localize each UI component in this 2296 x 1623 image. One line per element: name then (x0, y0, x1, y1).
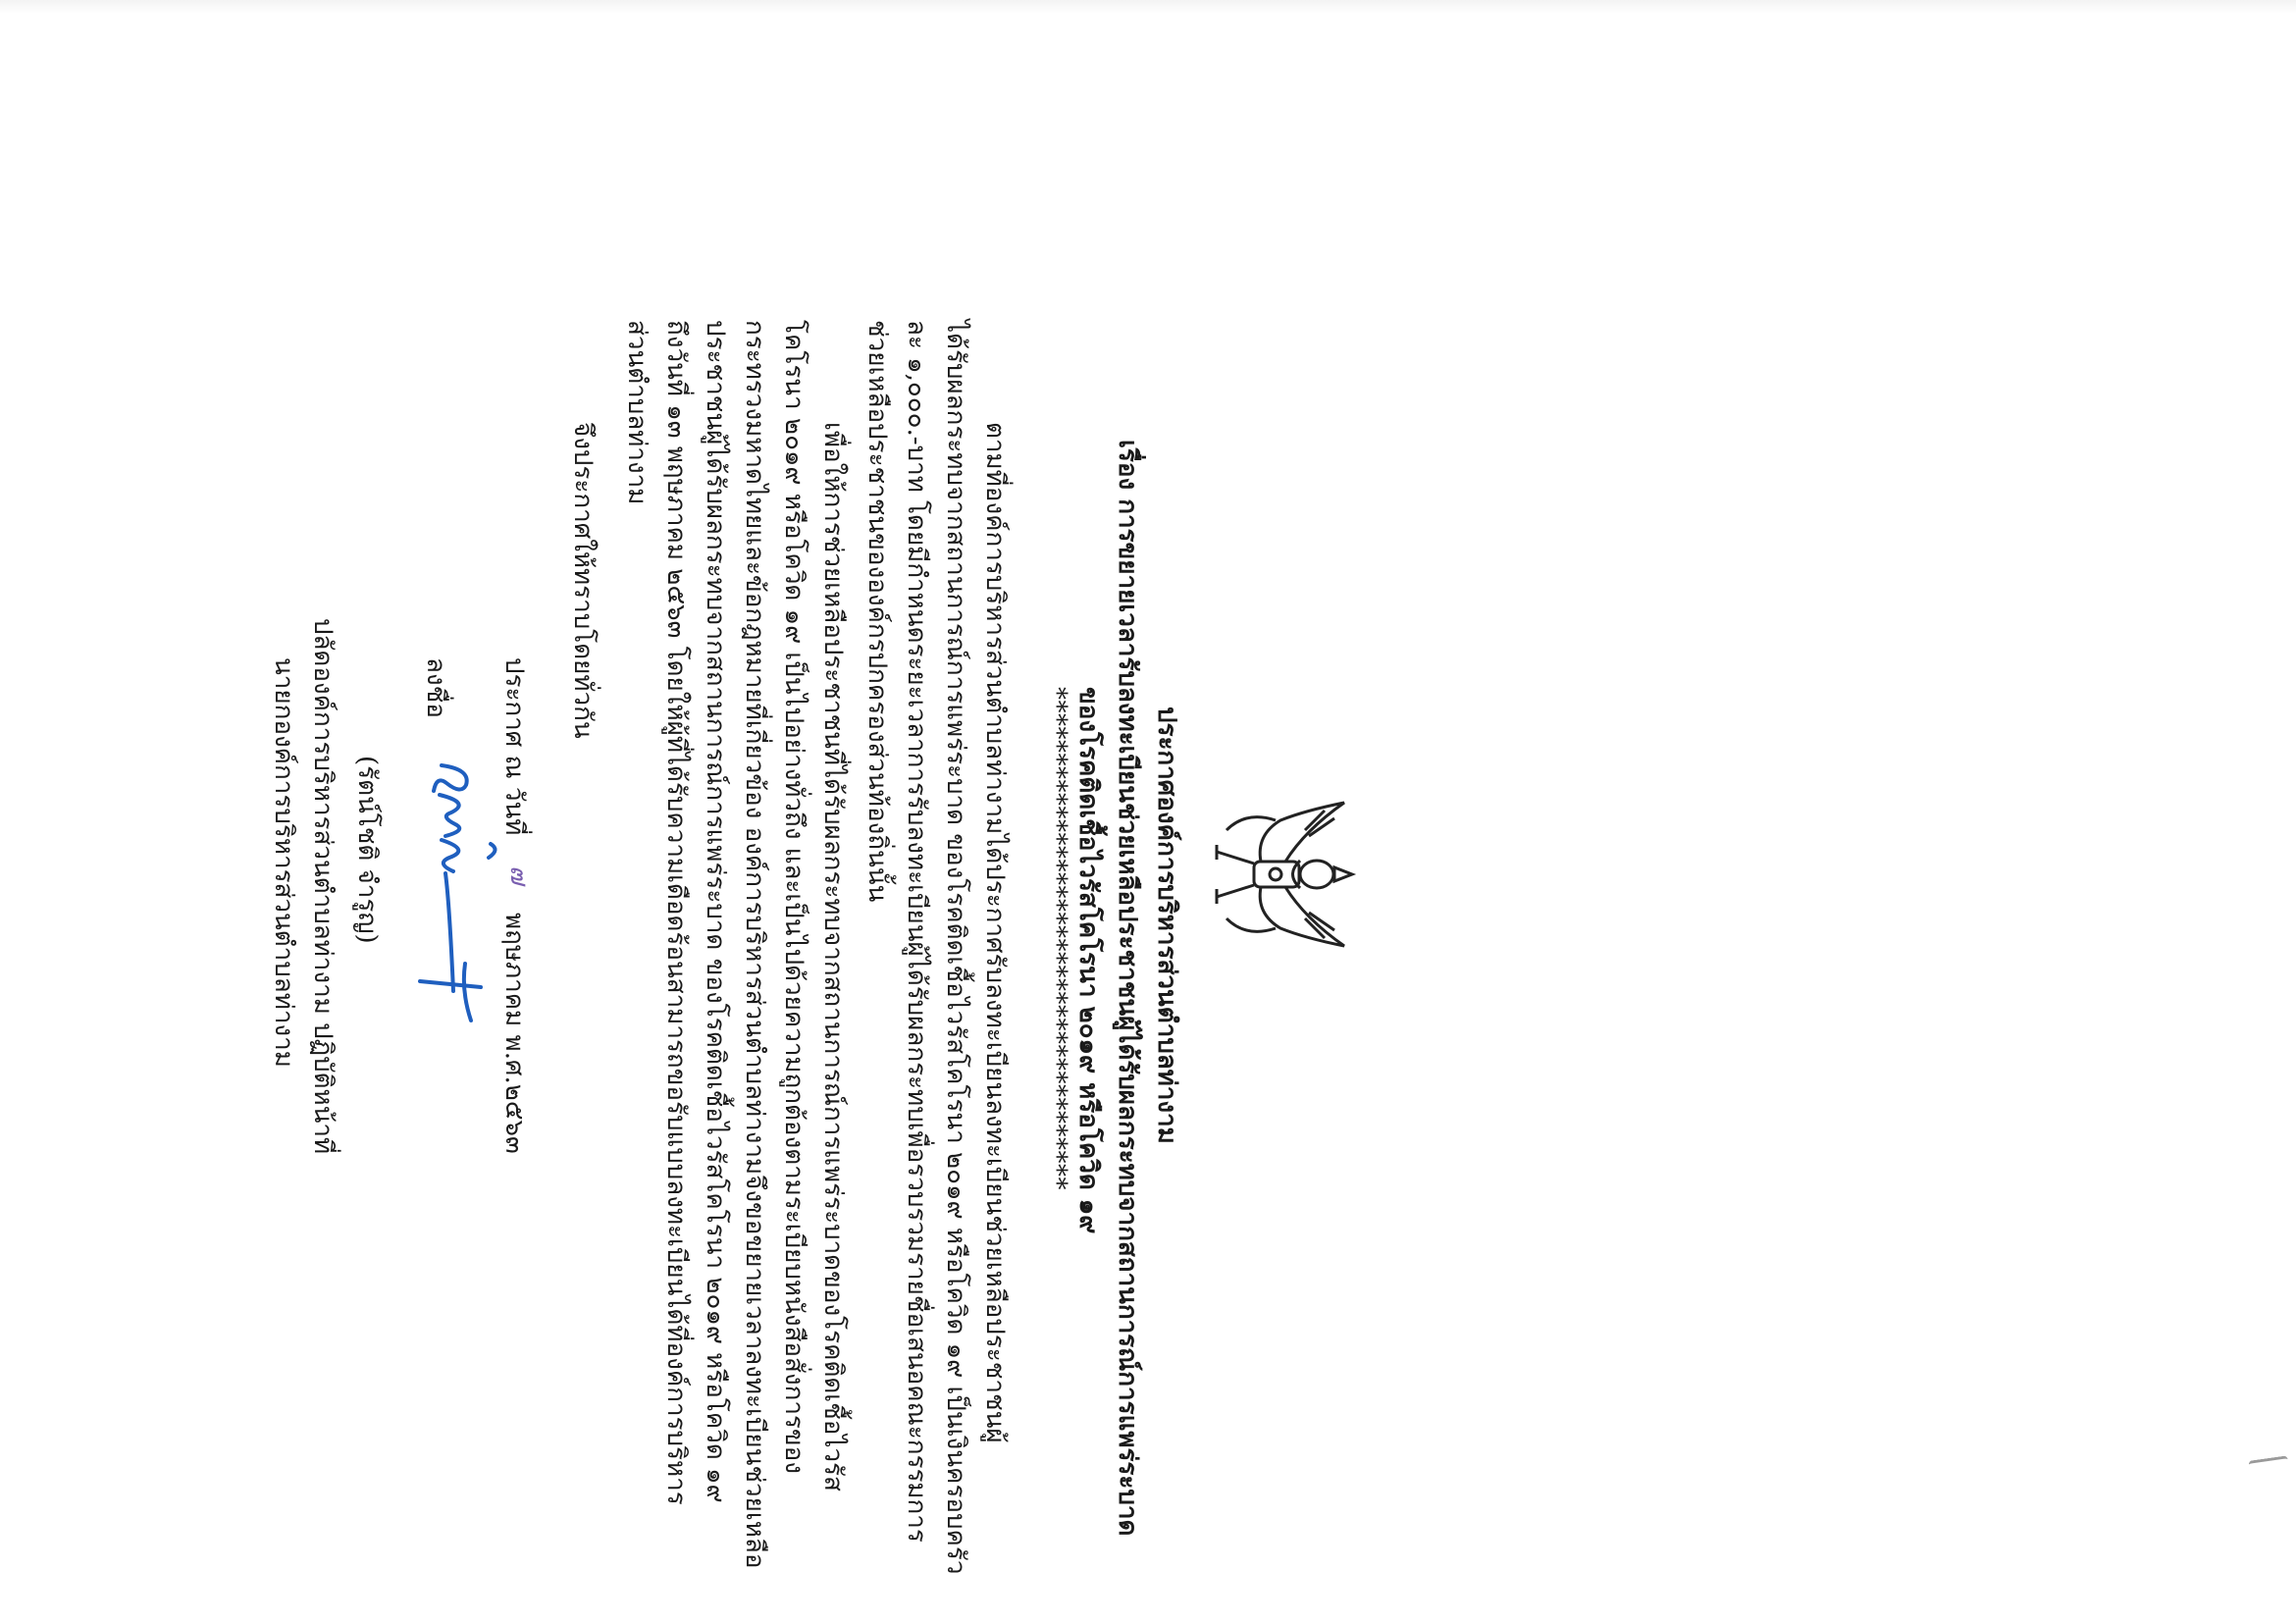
paragraph-line: เพื่อให้การช่วยเหลือประชาชนที่ได้รับผลกระทบจากสถานการณ์การแพร่ระบาดของโรคติดเชื้อไวรัส (818, 422, 848, 1492)
handwritten-signature (402, 756, 510, 1070)
title-separator: ************************************** (1042, 687, 1071, 1190)
garuda-emblem-icon (1197, 791, 1364, 958)
subject-line-2: ของโรคติดเชื้อไวรัสโคโรนา ๒๐๑๙ หรือโควิด ๑๙ (1073, 687, 1103, 1234)
organization-title: ประกาศองค์การบริหารส่วนตำบลท่างาม (1152, 707, 1181, 1144)
paragraph-line: ส่วนตำบลท่างาม (622, 320, 652, 505)
sign-prefix: ลงชื่อ (421, 657, 450, 718)
signer-position-1: ปลัดองค์การบริหารส่วนตำบลท่างาม ปฏิบัติหน้าที่ (308, 618, 338, 1155)
scan-edge (0, 0, 2296, 14)
subject-line-1: เรื่อง การขยายเวลารับลงทะเบียนช่วยเหลือประชาชนผู้ได้รับผลกระทบจากสถานการณ์การแพร่ระบาด (1113, 440, 1142, 1537)
paragraph-line: ช่วยเหลือประชาชนขององค์กรปกครองส่วนท้องถิ่นนั้น (862, 320, 892, 903)
paragraph-line: ถึงวันที่ ๑๓ พฤษภาคม ๒๕๖๓ โดยให้ผู้ที่ได้รับความเดือดร้อนสามารถขอรับแบบลงทะเบียนได้ที่องค์การบริหาร (661, 320, 691, 1505)
signer-position-2: นายกองค์การบริหารส่วนตำบลท่างาม (269, 657, 298, 1068)
page-curl-mark (2248, 1455, 2288, 1471)
closing-line: จึงประกาศให้ทราบโดยทั่วกัน (568, 422, 598, 739)
paragraph-line: ได้รับผลกระทบจากสถานการณ์การแพร่ระบาด ของโรคติดเชื้อไวรัสโคโรนา ๒๐๑๙ หรือโควิด ๑๙ เป็นเงินครอบครัว (941, 320, 970, 1575)
paragraph-line: โคโรนา ๒๐๑๙ หรือโควิด ๑๙ เป็นไปอย่างทั่วถึง และเป็นไปด้วยความถูกต้องตามระเบียบหนังสือสั่งการของ (779, 320, 809, 1474)
paragraph-line: ประชาชนผู้ได้รับผลกระทบจากสถานการณ์การแพร่ระบาด ของโรคติดเชื้อไวรัสโคโรนา ๒๐๑๙ หรือโควิด ๑๙ (701, 320, 730, 1503)
announcement-sheet (206, 226, 1187, 1619)
paragraph-line: กระทรวงมหาดไทยและข้อกฎหมายที่เกี่ยวข้อง องค์การบริหารส่วนตำบลท่างามจึงขอขยายเวลาลงทะเบียนช่วยเหลือ (740, 320, 769, 1569)
date-prefix: ประกาศ ณ วันที่ (499, 657, 529, 836)
paragraph-line: ตามที่องค์การบริหารส่วนตำบลท่างามได้ประกาศรับลงทะเบียนลงทะเบียนช่วยเหลือประชาชนผู้ (980, 422, 1010, 1443)
date-month-year: พฤษภาคม พ.ศ.๒๕๖๓ (499, 913, 529, 1154)
signer-name: (รัตน์โชติ จำรูญ) (352, 756, 382, 944)
paragraph-line: ละ ๑,๐๐๐.-บาท โดยมีกำหนดระยะเวลาการรับลงทะเบียนผู้ได้รับผลกระทบเพื่อรวบรวมรายชื่อเสนอคณะกรรมการ (902, 320, 931, 1543)
date-day: ๗ (504, 865, 534, 885)
